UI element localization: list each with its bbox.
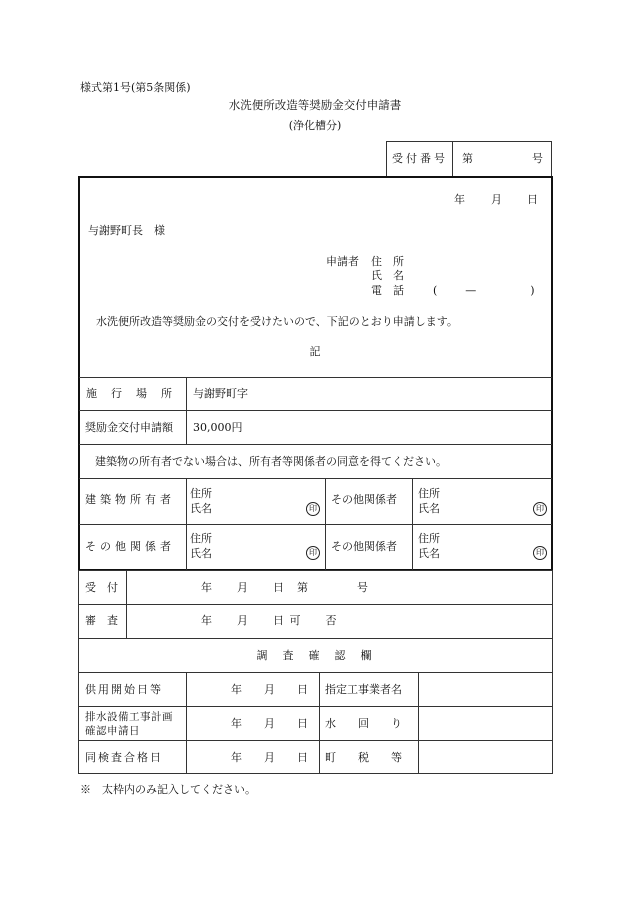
inv-row2-label: 排水設備工事計画確認申請日 xyxy=(85,711,173,737)
inv-row3-label: 同検査合格日 xyxy=(85,751,163,764)
seal-icon: 印 xyxy=(533,546,547,560)
inv-row1-label: 供用開始日等 xyxy=(85,683,163,696)
site-label: 施行場所 xyxy=(86,387,186,400)
form-number: 様式第1号(第5条関係) xyxy=(80,81,191,94)
receipt-number-dai[interactable]: 第 xyxy=(462,152,473,165)
investigation-title: 調 査 確 認 欄 xyxy=(256,649,374,662)
applicant-address-label: 住 所 xyxy=(371,255,404,268)
date-month[interactable]: 月 xyxy=(491,193,502,206)
ki-heading: 記 xyxy=(309,345,321,358)
site-value[interactable]: 与謝野町字 xyxy=(193,387,248,400)
owner-row1-left-name[interactable]: 氏名 xyxy=(190,502,212,515)
inv-row1-date: 年 月 日 xyxy=(231,683,308,696)
owner-row1-right-label: その他関係者 xyxy=(331,493,397,506)
review-value: 年 月 日 可 否 xyxy=(201,614,338,627)
accept-value: 年 月 日 第 号 xyxy=(201,581,369,594)
applicant-phone-field[interactable]: ( — ) xyxy=(433,284,537,297)
seal-icon: 印 xyxy=(533,502,547,516)
inv-row1-right-label: 指定工事業者名 xyxy=(325,683,402,696)
inv-row2-date: 年 月 日 xyxy=(231,717,308,730)
owner-row1-right-name[interactable]: 氏名 xyxy=(418,502,440,515)
owner-row1-left-address[interactable]: 住所 xyxy=(190,487,212,500)
seal-icon: 印 xyxy=(306,502,320,516)
request-statement: 水洗便所改造等奨励金の交付を受けたいので、下記のとおり申請します。 xyxy=(96,315,458,328)
receipt-number-go: 号 xyxy=(532,152,543,165)
inv-row2-right-label: 水 回 り xyxy=(325,717,402,730)
applicant-label: 申請者 xyxy=(326,255,359,268)
owner-row2-right-name[interactable]: 氏名 xyxy=(418,547,440,560)
amount-value: 30,000円 xyxy=(193,421,243,434)
receipt-number-label: 受付番号 xyxy=(392,152,448,165)
owner-row2-left-name[interactable]: 氏名 xyxy=(190,547,212,560)
footnote: ※ 太枠内のみ記入してください。 xyxy=(80,783,256,796)
owner-row2-right-label: その他関係者 xyxy=(331,540,397,553)
owner-row1-right-address[interactable]: 住所 xyxy=(418,487,440,500)
accept-label: 受 付 xyxy=(85,581,118,594)
applicant-name-label: 氏 名 xyxy=(371,269,404,282)
date-day[interactable]: 日 xyxy=(527,193,538,206)
date-year[interactable]: 年 xyxy=(454,193,465,206)
inv-row3-date: 年 月 日 xyxy=(231,751,308,764)
owner-row2-left-address[interactable]: 住所 xyxy=(190,532,212,545)
owner-row2-right-address[interactable]: 住所 xyxy=(418,532,440,545)
seal-icon: 印 xyxy=(306,546,320,560)
review-label: 審 査 xyxy=(85,614,118,627)
owner-row1-left-label: 建築物所有者 xyxy=(85,493,175,506)
form-title: 水洗便所改造等奨励金交付申請書 xyxy=(228,98,402,112)
consent-note: 建築物の所有者でない場合は、所有者等関係者の同意を得てください。 xyxy=(95,455,447,468)
inv-row3-right-label: 町 税 等 xyxy=(325,751,402,764)
addressee: 与謝野町長 様 xyxy=(88,224,165,237)
owner-row2-left-label: その他関係者 xyxy=(85,540,175,553)
applicant-phone-label: 電 話 xyxy=(371,284,404,297)
amount-label: 奨励金交付申請額 xyxy=(85,421,173,434)
form-subtitle: (浄化槽分) xyxy=(288,119,342,132)
